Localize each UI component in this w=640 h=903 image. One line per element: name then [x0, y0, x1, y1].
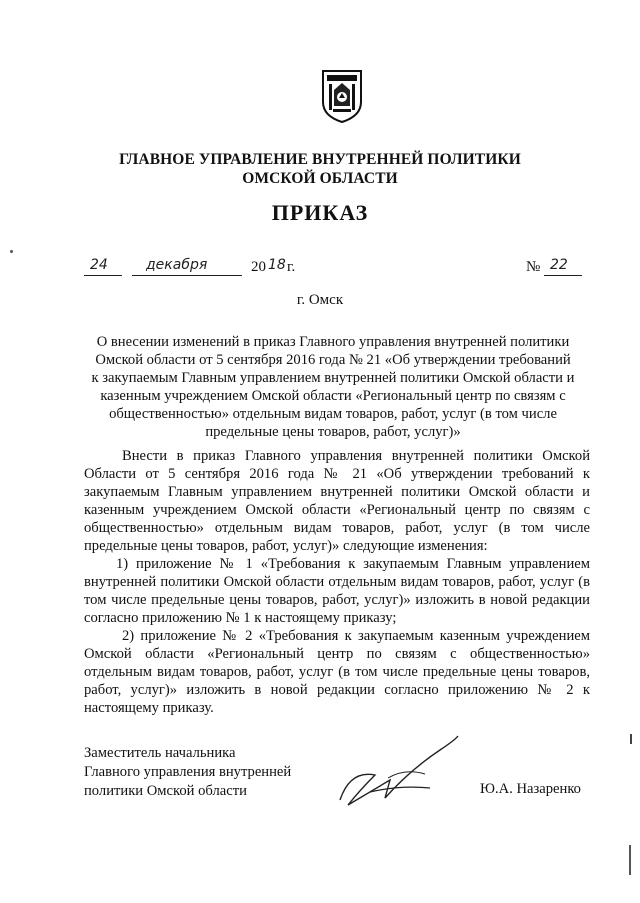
signatory-position-line3: политики Омской области	[84, 783, 247, 799]
document-title: ПРИКАЗ	[271, 200, 369, 225]
heading-line: предельные цены товаров, работ, услуг)»	[205, 424, 461, 440]
heading-line: Омской области от 5 сентября 2016 года № 21 «Об утверждении требований	[95, 352, 571, 368]
number-prefix: №	[526, 259, 541, 275]
org-name-line1: ГЛАВНОЕ УПРАВЛЕНИЕ ВНУТРЕННЕЙ ПОЛИТИКИ	[119, 151, 521, 168]
signatory-position-line1: Заместитель начальника	[84, 745, 236, 761]
number-value: 22	[550, 257, 568, 273]
city-line: г. Омск	[296, 292, 344, 308]
signatory-position	[84, 744, 324, 801]
handwritten-signature	[330, 730, 480, 820]
order-body	[84, 447, 590, 717]
year-tail: г.	[287, 259, 296, 275]
signatory-name: Ю.А. Назаренко	[480, 781, 581, 797]
order-heading	[84, 333, 582, 441]
body-item-1: 1) приложение № 1 «Требования к закупаемым Главным управлением внутренней политики Омской области отдельным видам товаров, работ, услуг (в том числе предельные цены товаров, работ, услуг)» изложить в новой редакции согласно приложению № 1 к настоящему приказу;	[84, 556, 590, 626]
month-value: декабря	[146, 257, 208, 273]
date-number-line	[84, 257, 584, 283]
heading-line: О внесении изменений в приказ Главного управления внутренней политики	[96, 334, 570, 350]
signatory-position-line2: Главного управления внутренней	[84, 764, 292, 780]
year-prefix: 20	[251, 259, 266, 275]
day-value: 24	[90, 257, 108, 273]
body-item-2: 2) приложение № 2 «Требования к закупаемым казенным учреждением Омской области «Региональный центр по связям с общественностью» отдельным видам товаров, работ, услуг (в том числе предельные цены товаров, работ, услуг)» изложить в новой редакции согласно приложению № 2 к настоящему приказу.	[84, 628, 590, 716]
scan-mark	[629, 845, 631, 875]
heading-line: общественностью» отдельным видам товаров, работ, услуг (в том числе	[109, 406, 557, 422]
org-name-line2: ОМСКОЙ ОБЛАСТИ	[242, 170, 398, 187]
scan-mark	[630, 734, 632, 744]
coat-of-arms-emblem	[320, 68, 364, 124]
year-suffix: 18	[268, 257, 286, 273]
scan-speck	[10, 250, 13, 253]
heading-line: к закупаемым Главным управлением внутренней политики Омской области и	[91, 370, 575, 386]
body-intro-paragraph: Внести в приказ Главного управления внутренней политики Омской Области от 5 сентября 2016 года № 21 «Об утверждении требований к закупаемым Главным управлением внутренней политики Омской области и казенным учреждением Омской области «Региональный центр по связям с общественностью» отдельным видам товаров, работ, услуг (в том числе предельные цены товаров, работ, услуг)» следующие изменения:	[84, 448, 590, 554]
heading-line: казенным учреждением Омской области «Региональный центр по связям с	[100, 388, 566, 404]
